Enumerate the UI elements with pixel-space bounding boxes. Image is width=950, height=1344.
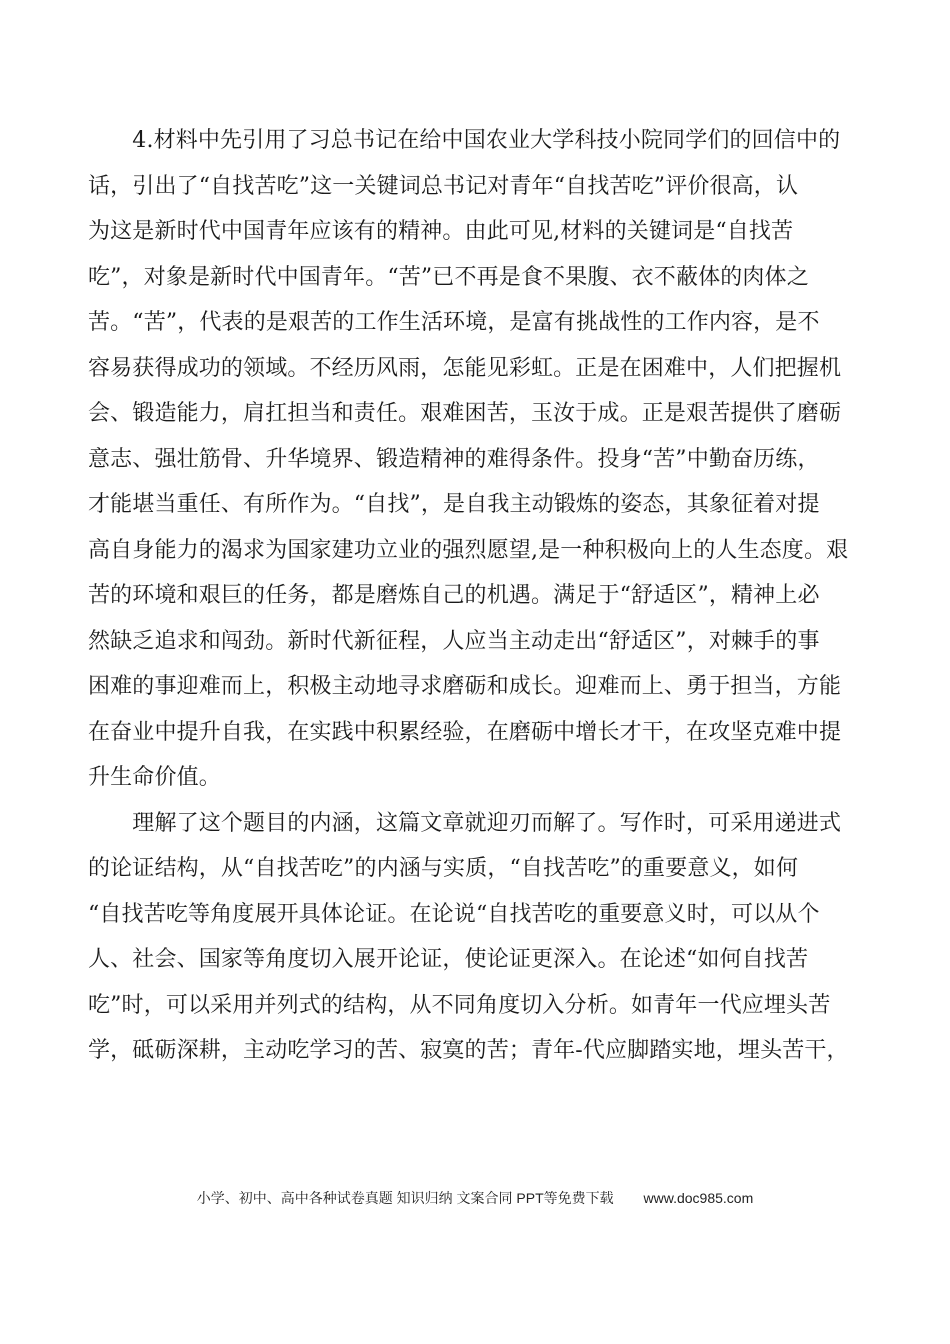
footer-text: 小学、初中、高中各种试卷真题 知识归纳 文案合同 PPT等免费下载	[196, 1190, 614, 1206]
text-line: 会、锻造能力，肩扛担当和责任。艰难困苦，玉汝于成。正是艰苦提供了磨砺	[88, 401, 842, 426]
text-line: 吃”，对象是新时代中国青年。“苦”已不再是食不果腹、衣不蔽体的肉体之	[88, 264, 809, 290]
text-line: 人、社会、国家等角度切入展开论证，使论证更深入。在论述“如何自找苦	[88, 947, 809, 972]
text-line: 在奋业中提升自我，在实践中积累经验，在磨砺中增长才干，在攻坚克难中提	[88, 719, 842, 745]
text-line: “自找苦吃等角度展开具体论证。在论说“自找苦吃的重要意义时，可以从个	[88, 901, 820, 927]
text-line: 吃”时，可以采用并列式的结构，从不同角度切入分析。如青年一代应埋头苦	[88, 992, 831, 1018]
text-line: 苦的环境和艰巨的任务，都是磨炼自己的机遇。满足于“舒适区”，精神上必	[88, 583, 820, 608]
body-text	[88, 118, 862, 1074]
text-line: 的论证结构，从“自找苦吃”的内涵与实质，“自找苦吃”的重要意义，如何	[88, 856, 799, 881]
text-line: 4.材料中先引用了习总书记在给中国农业大学科技小院同学们的回信中的	[88, 128, 841, 153]
text-line: 然缺乏追求和闯劲。新时代新征程，人应当主动走出“舒适区”，对棘手的事	[88, 628, 820, 654]
text-line: 意志、强壮筋骨、升华境界、锻造精神的难得条件。投身“苦”中勤奋历练，	[88, 446, 820, 472]
text-line: 话，引出了“自找苦吃”这一关键词总书记对青年“自找苦吃”评价很高，认	[88, 173, 799, 199]
text-line: 才能堪当重任、有所作为。“自找”，是自我主动锻炼的姿态，其象征着对提	[88, 492, 820, 517]
text-line: 为这是新时代中国青年应该有的精神。由此可见,材料的关键词是“自找苦	[88, 219, 794, 244]
text-line: 升生命价值。	[88, 765, 221, 790]
text-line: 困难的事迎难而上，积极主动地寻求磨砺和成长。迎难而上、勇于担当，方能	[88, 674, 842, 699]
page-footer	[0, 1188, 950, 1208]
text-line: 学，砥砺深耕，主动吃学习的苦、寂寞的苦；青年-代应脚踏实地，埋头苦干，	[88, 1038, 849, 1063]
text-line: 容易获得成功的领域。不经历风雨，怎能见彩虹。正是在困难中，人们把握机	[88, 355, 842, 381]
text-line: 理解了这个题目的内涵，这篇文章就迎刃而解了。写作时，可采用递进式	[88, 810, 842, 836]
text-line: 苦。“苦”，代表的是艰苦的工作生活环境，是富有挑战性的工作内容，是不	[88, 310, 820, 335]
text-line: 高自身能力的渴求为国家建功立业的强烈愿望,是一种积极向上的人生态度。艰	[88, 537, 849, 563]
footer-url: www.doc985.com	[643, 1190, 754, 1206]
